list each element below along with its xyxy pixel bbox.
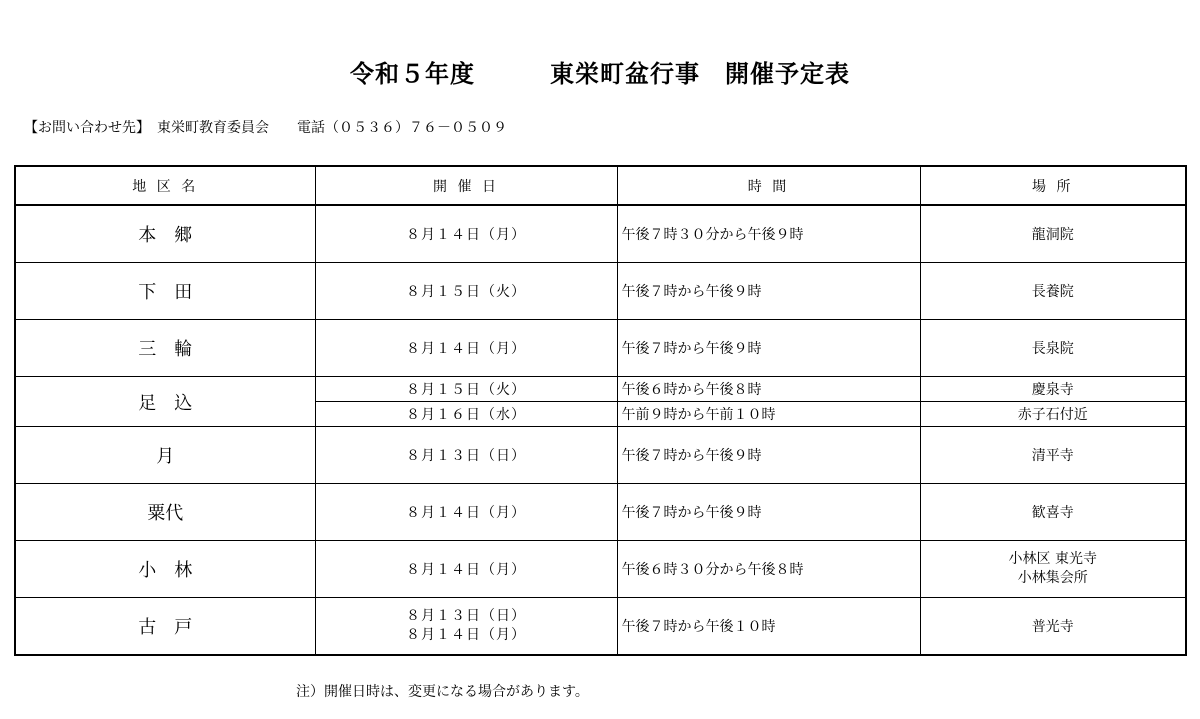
schedule-table (14, 165, 1187, 656)
date-cell: ８月１５日（火） (315, 263, 617, 320)
place-line: 小林区 東光寺 (1008, 551, 1097, 567)
area-cell: 小 林 (15, 541, 315, 598)
date-cell: ８月１４日（月） (315, 320, 617, 377)
date-line: ８月１４日（月） (406, 627, 526, 643)
table-row (15, 484, 1186, 541)
date-cell (315, 598, 617, 656)
header-area: 地 区 名 (15, 166, 315, 205)
time-cell: 午後７時３０分から午後９時 (617, 205, 920, 263)
place-cell: 龍洞院 (920, 205, 1186, 263)
area-cell: 足 込 (15, 377, 315, 427)
time-cell: 午後７時から午後９時 (617, 484, 920, 541)
date-cell: ８月１３日（日） (315, 427, 617, 484)
place-cell: 歓喜寺 (920, 484, 1186, 541)
place-cell: 長泉院 (920, 320, 1186, 377)
area-cell: 三 輪 (15, 320, 315, 377)
table-row (15, 541, 1186, 598)
time-cell: 午後７時から午後９時 (617, 427, 920, 484)
place-cell: 慶泉寺 (920, 377, 1186, 402)
header-place: 場 所 (920, 166, 1186, 205)
date-cell: ８月１４日（月） (315, 205, 617, 263)
area-cell: 古 戸 (15, 598, 315, 656)
date-cell: ８月１４日（月） (315, 484, 617, 541)
place-cell: 清平寺 (920, 427, 1186, 484)
footnote: 注）開催日時は、変更になる場合があります。 (296, 684, 589, 700)
header-time: 時 間 (617, 166, 920, 205)
place-cell: 普光寺 (920, 598, 1186, 656)
date-cell: ８月１６日（水） (315, 402, 617, 427)
area-cell: 下 田 (15, 263, 315, 320)
table-row (15, 427, 1186, 484)
area-cell: 月 (15, 427, 315, 484)
place-cell: 赤子石付近 (920, 402, 1186, 427)
time-cell: 午後７時から午後９時 (617, 263, 920, 320)
document-title: 令和５年度 東栄町盆行事 開催予定表 (350, 60, 850, 88)
table-row (15, 377, 1186, 402)
time-cell: 午後６時３０分から午後８時 (617, 541, 920, 598)
time-cell: 午前９時から午前１０時 (617, 402, 920, 427)
place-line: 小林集会所 (1017, 570, 1088, 586)
table-header-row (15, 166, 1186, 205)
table-row (15, 263, 1186, 320)
table-row (15, 205, 1186, 263)
table-row (15, 320, 1186, 377)
table-row (15, 598, 1186, 656)
date-cell: ８月１５日（火） (315, 377, 617, 402)
header-date: 開 催 日 (315, 166, 617, 205)
area-cell: 粟代 (15, 484, 315, 541)
area-cell: 本 郷 (15, 205, 315, 263)
time-cell: 午後７時から午後９時 (617, 320, 920, 377)
place-cell: 長養院 (920, 263, 1186, 320)
time-cell: 午後６時から午後８時 (617, 377, 920, 402)
contact-info: 【お問い合わせ先】 東栄町教育委員会 電話（０５３６）７６－０５０９ (24, 120, 507, 136)
date-cell: ８月１４日（月） (315, 541, 617, 598)
time-cell: 午後７時から午後１０時 (617, 598, 920, 656)
place-cell (920, 541, 1186, 598)
date-line: ８月１３日（日） (406, 608, 526, 624)
